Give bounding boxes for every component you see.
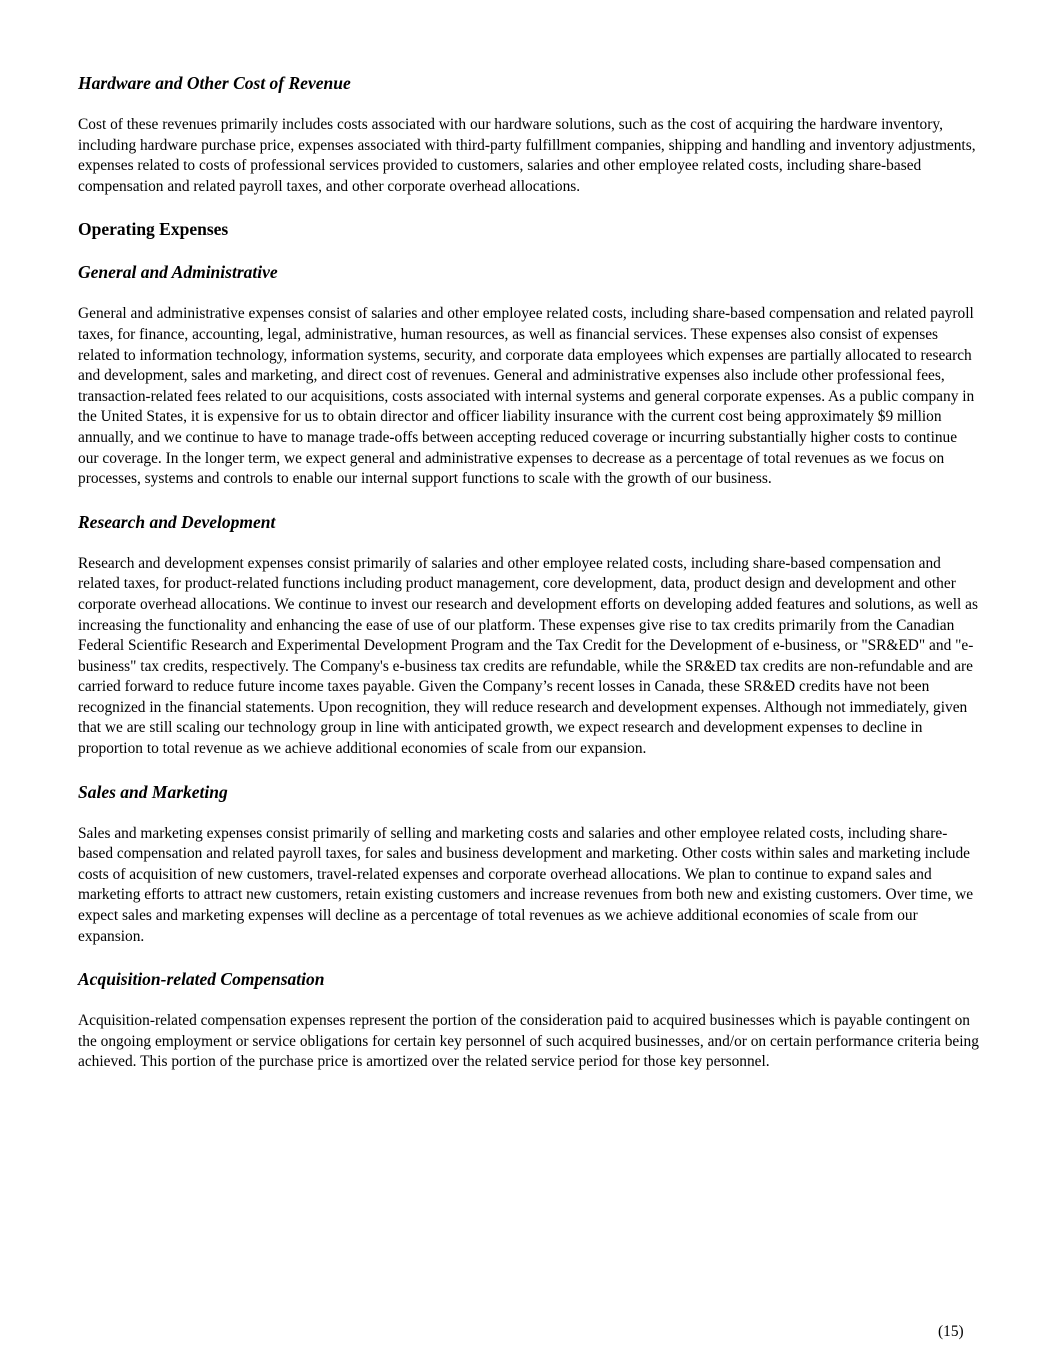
paragraph-acquisition-compensation: Acquisition-related compensation expenses represent the portion of the consideration paid to acquired businesses which is payable contingent on the ongoing employment or service obligations for certain key personnel of such acquired businesses, and/or on certain performance criteria being achieved. This portion of the purchase price is amortized over the related service period for those key personnel. <box>78 1012 979 1071</box>
section-heading-operating-expenses: Operating Expenses <box>78 219 229 240</box>
section-heading-research-development: Research and Development <box>78 511 276 532</box>
paragraph-sales-marketing: Sales and marketing expenses consist primarily of selling and marketing costs and salaries and other employee related costs, including share-based compensation and related payroll taxes, for sales and business development and marketing. Other costs within sales and marketing include costs of acquisition of new customers, travel-related expenses and corporate overhead allocations. We plan to continue to expand sales and marketing efforts to attract new customers, retain existing customers and increase revenues from both new and existing customers. Over time, we expect sales and marketing expenses will decline as a percentage of total revenues as we achieve additional economies of scale from our expansion. <box>78 824 974 945</box>
paragraph-hardware-cost: Cost of these revenues primarily includes costs associated with our hardware solutions, such as the cost of acquiring the hardware inventory, including hardware purchase price, expenses associated with third-party fulfillment companies, shipping and handling and inventory adjustments, expenses related to costs of professional services provided to customers, salaries and other employee related costs, including share-based compensation and related payroll taxes, and other corporate overhead allocations. <box>78 116 976 195</box>
section-heading-hardware-cost: Hardware and Other Cost of Revenue <box>78 73 351 93</box>
page-number: (15) <box>938 1323 964 1340</box>
section-heading-general-admin: General and Administrative <box>78 262 278 283</box>
document-page <box>78 72 980 1073</box>
section-heading-sales-marketing: Sales and Marketing <box>78 781 228 802</box>
section-heading-acquisition-compensation: Acquisition-related Compensation <box>78 969 325 990</box>
paragraph-research-development: Research and development expenses consist primarily of salaries and other employee related costs, including share-based compensation and related taxes, for product-related functions including product management, core development, data, product design and development and other corporate overhead allocations. We continue to invest our research and development efforts on developing added features and solutions, as well as increasing the functionality and enhancing the ease of use of our platform. These expenses give rise to tax credits primarily from the Canadian Federal Scientific Research and Experimental Development Program and the Tax Credit for the Development of e-business, or "SR&ED" and "e-business" tax credits, respectively. The Company's e-business tax credits are refundable, while the SR&ED tax credits are non-refundable and are carried forward to reduce future income taxes payable. Given the Company’s recent losses in Canada, these SR&ED credits have not been recognized in the financial statements. Upon recognition, they will reduce research and development expenses. Although not immediately, given that we are still scaling our technology group in line with anticipated growth, we expect research and development expenses to decline in proportion to total revenue as we achieve additional economies of scale from our expansion. <box>78 554 978 758</box>
paragraph-general-admin: General and administrative expenses consist of salaries and other employee related costs, including share-based compensation and related payroll taxes, for finance, accounting, legal, administrative, human resources, as well as financial services. These expenses also consist of expenses related to information technology, information systems, security, and corporate data employees which expenses are partially allocated to research and development, sales and marketing, and direct cost of revenues. General and administrative expenses also include other professional fees, transaction-related fees related to our acquisitions, costs associated with internal systems and general corporate expenses. As a public company in the United States, it is expensive for us to obtain director and officer liability insurance with the current cost being approximately $9 million annually, and we continue to have to manage trade-offs between accepting reduced coverage or incurring substantially higher costs to continue our coverage. In the longer term, we expect general and administrative expenses to decrease as a percentage of total revenues as we focus on processes, systems and controls to enable our internal support functions to scale with the growth of our business. <box>78 305 975 488</box>
